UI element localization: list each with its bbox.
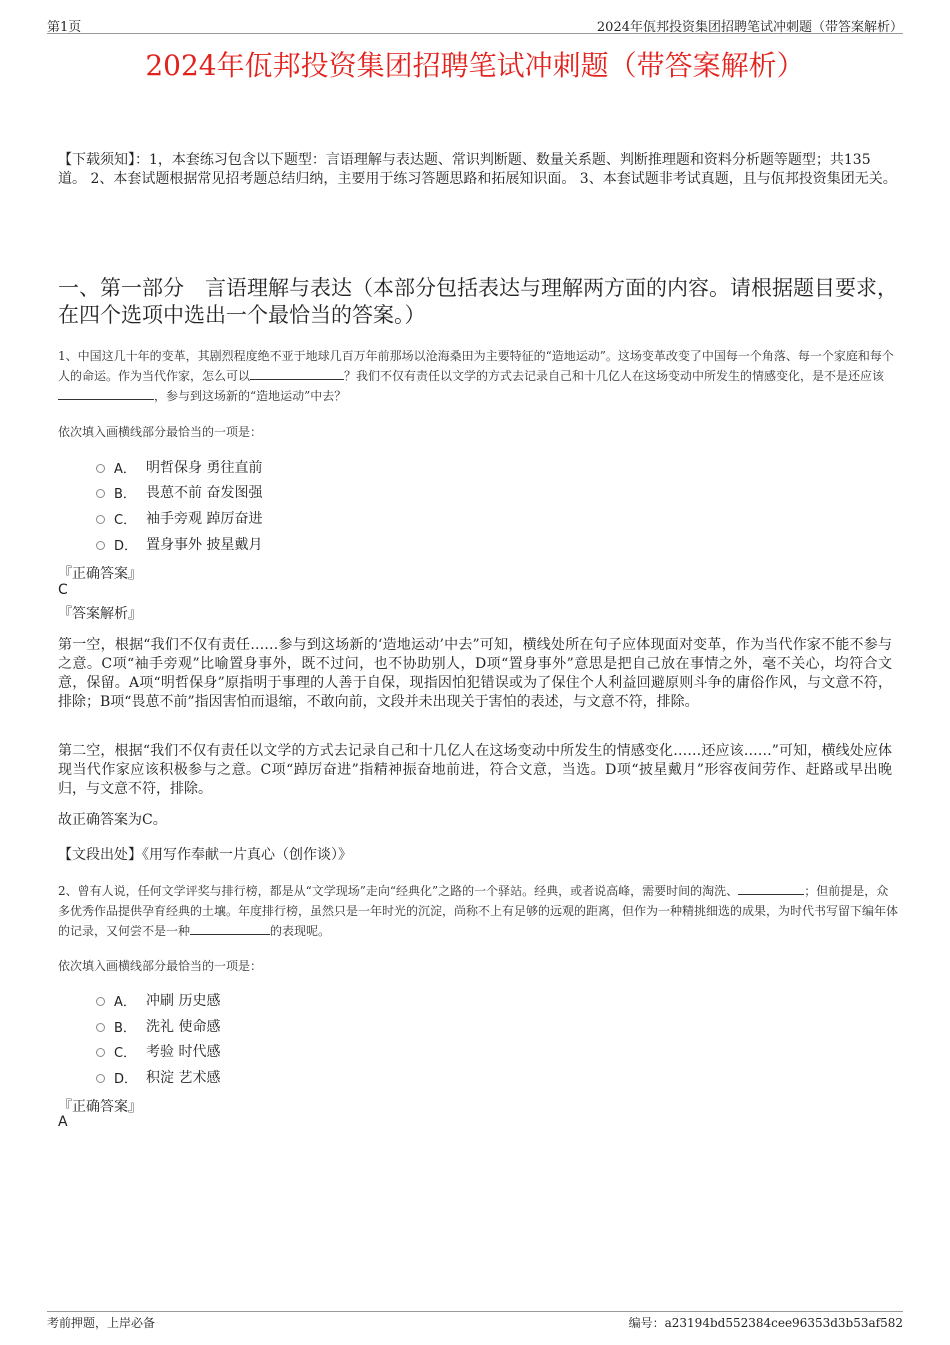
download-notice: 【下载须知】：1，本套练习包含以下题型：言语理解与表达题、常识判断题、数量关系题、判断推理题和资料分析题等题型；共135道。 2、本套试题根据常见招考题总结归纳，主要用于练习答题思路和拓展知识面。 3、本套试题非考试真题，且与佤邦投资集团无关。 — [58, 152, 897, 187]
analysis-paragraph-2: 第二空，根据“我们不仅有责任以文学的方式去记录自己和十几亿人在这场变动中所发生的情感变化……还应该……”可知，横线处应体现当代作家应该积极参与之意。C项“踔厉奋进”指精神振奋地前进，符合文意，当选。D项“披星戴月”形容夜间劳作、赶路或早出晚归，与文意不符，排除。 — [58, 743, 892, 797]
page-title: 2024年佤邦投资集团招聘笔试冲刺题（带答案解析） — [145, 49, 805, 82]
question-1-text-part1: 1、中国这几十年的变革，其剧烈程度绝不亚于地球几百万年前那场以沧海桑田为主要特征的“造地运动”。这场变革改变了中国每一个角落、每一个家庭和每个人的命运。作为当代作家，怎么可以 — [58, 349, 894, 383]
question-1-blank-2 — [58, 387, 154, 400]
question-1-option-c[interactable] — [96, 508, 262, 528]
option-text: 积淀 艺术感 — [146, 1070, 221, 1086]
question-2-text-part3: 的表现呢。 — [270, 924, 331, 938]
option-letter: C． — [114, 512, 137, 528]
header-doc-title: 2024年佤邦投资集团招聘笔试冲刺题（带答案解析） — [596, 20, 903, 35]
question-1-text-part2: ？我们不仅有责任以文学的方式去记录自己和十几亿人在这场变动中所发生的情感变化，是不是还应该 — [344, 369, 885, 383]
footer-divider — [47, 1311, 903, 1312]
option-text: 洗礼 使命感 — [146, 1019, 221, 1035]
section-title: 一、第一部分 言语理解与表达（本部分包括表达与理解两方面的内容。请根据题目要求，在四个选项中选出一个最恰当的答案。） — [58, 276, 898, 327]
question-2-option-d[interactable] — [96, 1067, 220, 1087]
option-letter: D． — [114, 538, 138, 554]
question-2-option-c[interactable] — [96, 1041, 220, 1061]
passage-source: 【文段出处】《用写作奉献一片真心（创作谈）》 — [58, 847, 352, 863]
question-2-blank-1 — [738, 882, 804, 895]
radio-icon[interactable] — [96, 1023, 105, 1032]
option-letter: C． — [114, 1045, 137, 1061]
question-2-hint: 依次填入画横线部分最恰当的一项是： — [58, 959, 263, 973]
header-divider — [47, 33, 903, 34]
footer-doc-id: 编号：a23194bd552384cee96353d3b53af582 — [628, 1316, 903, 1330]
question-2-blank-2 — [190, 922, 270, 935]
option-letter: B． — [114, 1020, 136, 1036]
question-1-stem — [58, 346, 900, 406]
option-letter: D． — [114, 1071, 138, 1087]
question-2-text-part1: 2、曾有人说，任何文学评奖与排行榜，都是从“文学现场”走向“经典化”之路的一个驿站。经典，或者说高峰，需要时间的淘洗、 — [58, 884, 739, 898]
option-text: 明哲保身 勇往直前 — [146, 460, 263, 476]
option-text: 置身事外 披星戴月 — [146, 537, 263, 553]
option-text: 畏葸不前 奋发图强 — [146, 485, 263, 501]
answer-label: 『正确答案』 — [58, 1099, 142, 1115]
option-text: 袖手旁观 踔厉奋进 — [146, 511, 263, 527]
radio-icon[interactable] — [96, 464, 105, 473]
question-1-option-d[interactable] — [96, 534, 262, 554]
question-1-text-part3: ，参与到这场新的“造地运动”中去？ — [154, 389, 347, 403]
option-letter: A． — [114, 461, 136, 477]
question-1-blank-1 — [250, 367, 344, 380]
analysis-paragraph-1: 第一空，根据“我们不仅有责任……参与到这场新的‘造地运动’中去”可知，横线处所在句子应体现面对变革，作为当代作家不能不参与之意。C项“袖手旁观”比喻置身事外，既不过问，也不协助别人，D项“置身事外”意思是把自己放在事情之外，毫不关心，均符合文意，保留。A项“明哲保身”原指明于事理的人善于自保，现指因怕犯错误或为了保住个人利益回避原则斗争的庸俗作风，与文意不符，排除；B项“畏葸不前”指因害怕而退缩，不敢向前，文段并未出现关于害怕的表述，与文意不符，排除。 — [58, 637, 892, 710]
radio-icon[interactable] — [96, 1074, 105, 1083]
radio-icon[interactable] — [96, 515, 105, 524]
question-2-stem — [58, 881, 900, 941]
question-2-option-b[interactable] — [96, 1016, 220, 1036]
answer-label: 『正确答案』 — [58, 566, 142, 582]
footer-slogan: 考前押题，上岸必备 — [47, 1316, 156, 1330]
question-1-hint: 依次填入画横线部分最恰当的一项是： — [58, 425, 263, 439]
option-letter: A． — [114, 994, 136, 1010]
option-text: 考验 时代感 — [146, 1044, 221, 1060]
answer-value: C — [58, 582, 68, 598]
answer-value: A — [58, 1114, 68, 1130]
analysis-conclusion: 故正确答案为C。 — [58, 812, 167, 828]
radio-icon[interactable] — [96, 489, 105, 498]
radio-icon[interactable] — [96, 997, 105, 1006]
question-2-option-a[interactable] — [96, 990, 220, 1010]
question-1-option-b[interactable] — [96, 482, 262, 502]
question-2-text-part2: ；但前提是，众多优秀作品提供孕育经典的土壤。年度排行榜，虽然只是一年时光的沉淀，尚称不上有足够的远观的距离，但作为一种精挑细选的成果，为时代书写留下编年体的记录，又何尝不是一种 — [58, 884, 899, 938]
page-number: 第1页 — [47, 20, 82, 35]
analysis-label: 『答案解析』 — [58, 606, 142, 622]
option-letter: B． — [114, 486, 136, 502]
question-1-option-a[interactable] — [96, 457, 262, 477]
option-text: 冲刷 历史感 — [146, 993, 221, 1009]
radio-icon[interactable] — [96, 541, 105, 550]
radio-icon[interactable] — [96, 1048, 105, 1057]
